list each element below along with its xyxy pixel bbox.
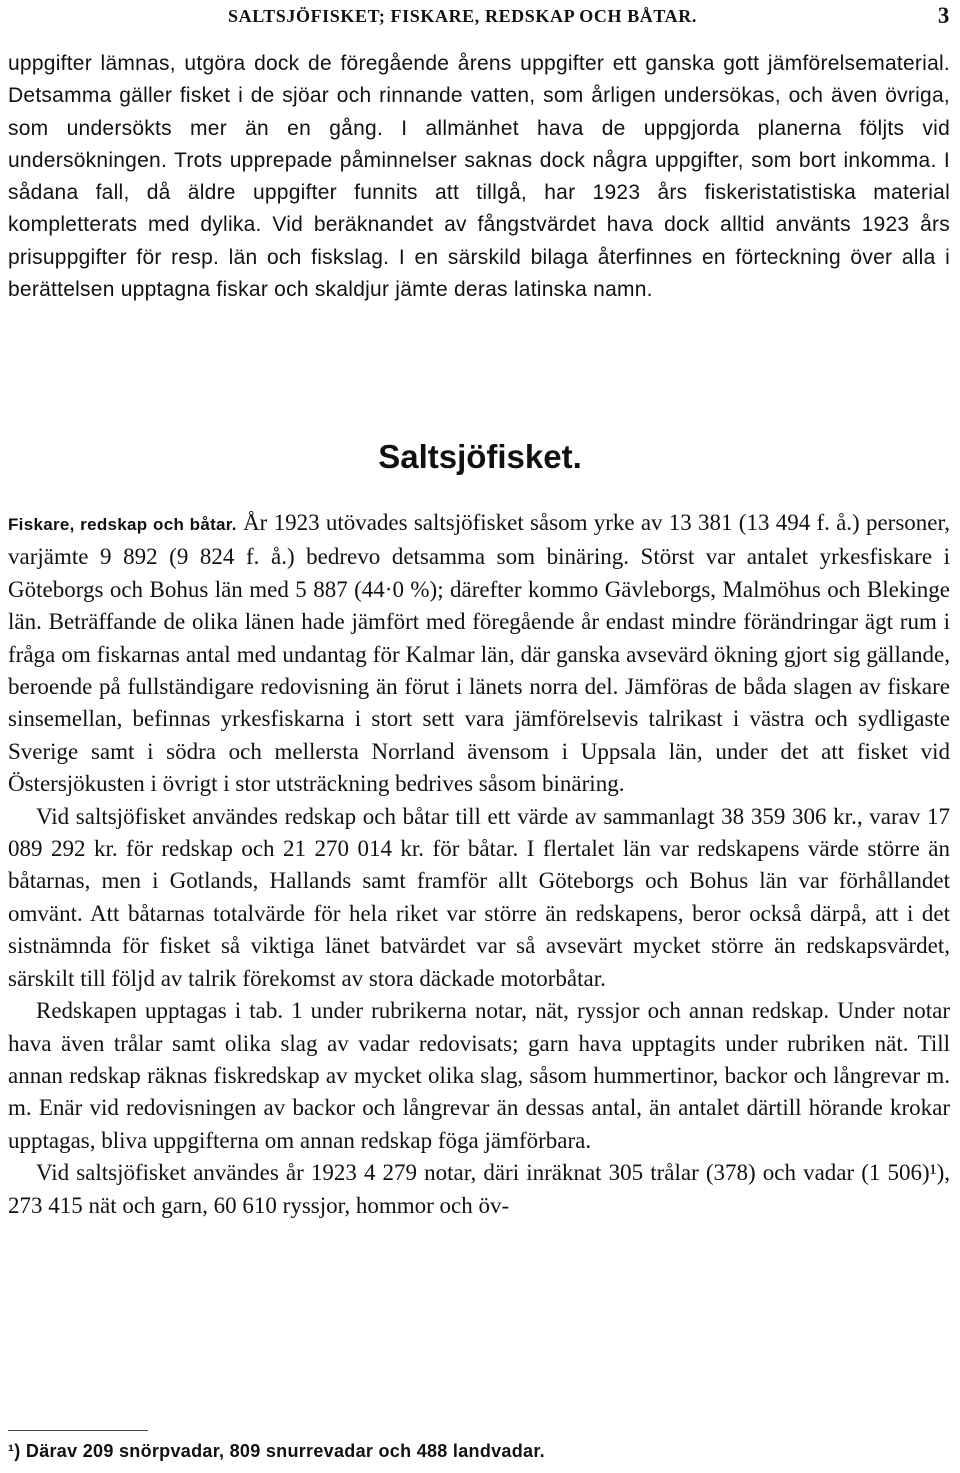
intro-paragraph: uppgifter lämnas, utgöra dock de föregående årens uppgifter ett ganska gott jämförelsematerial. Detsamma gäller fisket i de sjöar och rinnande vatten, som årligen undersökas, och även övriga, som undersökts mer än en gång. I allmänhet hava de uppgjorda planerna följts vid undersökningen. Trots upprepade påminnelser saknas dock några uppgifter, som bort inkomma. I sådana fall, då äldre uppgifter funnits att tillgå, har 1923 års fiskeristatistiska material kompletterats med dylika. Vid beräknandet av fångstvärdet hava dock alltid använts 1923 års prisuppgifter för resp. län och fiskslag. I en särskild bilaga återfinnes en förteckning över alla i berättelsen upptagna fiskar och skaldjur jämte deras latinska namn. <box>8 52 950 302</box>
lead-heading: Fiskare, redskap och båtar. <box>8 515 237 534</box>
intro-block <box>8 48 950 306</box>
body-paragraph-4: Vid saltsjöfisket användes år 1923 4 279 notar, däri inräknat 305 trålar (378) och vadar (1 506)¹), 273 415 nät och garn, 60 610 ryssjor, hommor och öv- <box>8 1160 950 1218</box>
running-header <box>228 3 950 34</box>
footnote-rule <box>8 1430 148 1431</box>
section-body <box>8 507 950 1222</box>
body-paragraph-2: Vid saltsjöfisket användes redskap och båtar till ett värde av sammanlagt 38 359 306 kr., varav 17 089 292 kr. för redskap och 21 270 014 kr. för båtar. I flertalet län var redskapens värde större än båtarnas, men i Gotlands, Hallands samt framför allt Göteborgs och Bohus län var förhållandet omvänt. Att båtarnas totalvärde för hela riket var större än redskapens, beror också därpå, att i det sistnämnda för fisket så viktiga länet batvärdet var så avsevärt mycket större än redskapsvärdet, särskilt till följd av talrik förekomst av stora däckade motorbåtar. <box>8 803 950 991</box>
body-paragraph-3: Redskapen upptagas i tab. 1 under rubrikerna notar, nät, ryssjor och annan redskap. Under notar hava även trålar samt olika slag av vadar redovisats; garn hava upptagits under rubriken nät. Till annan redskap räknas fiskredskap av mycket olika slag, såsom hummertinor, backor och långrevar m. m. Enär vid redovisningen av backor och långrevar än dessas antal, än antalet därtill hörande krokar upptagas, bliva uppgifterna om annan redskap föga jämförbara. <box>8 998 950 1153</box>
page-number: 3 <box>937 3 950 28</box>
body-paragraph-1 <box>8 507 950 801</box>
footnote: ¹) Därav 209 snörpvadar, 809 snurrevadar och 488 landvadar. <box>8 1441 545 1461</box>
section-title: Saltsjöfisket. <box>378 438 582 475</box>
body-paragraph-1-text: År 1923 utövades saltsjöfisket såsom yrke av 13 381 (13 494 f. å.) personer, varjämte 9 892 (9 824 f. å.) bedrevo detsamma som binäring. Störst var antalet yrkesfiskare i Göteborgs och Bohus län med 5 887 (44·0 %); därefter kommo Gävleborgs, Malmöhus och Blekinge län. Beträffande de olika länen hade jämfört med föregående år endast mindre förändringar ägt rum i fråga om fiskarnas antal med undantag för Kalmar län, där ganska avsevärd ökning gjort sig gällande, beroende på fullständigare redovisning än förut i länets norra del. Jämföras de båda slagen av fiskare sinsemellan, befinnas yrkesfiskarna i stort sett vara jämförelsevis talrikast i västra och sydligaste Sverige samt i södra och mellersta Norrland ävensom i Uppsala län, under det att fisket vid Östersjökusten i övrigt i stor utsträckning bedrives såsom binäring. <box>8 510 950 797</box>
running-title: SALTSJÖFISKET; FISKARE, REDSKAP OCH BÅTAR. <box>228 6 697 26</box>
